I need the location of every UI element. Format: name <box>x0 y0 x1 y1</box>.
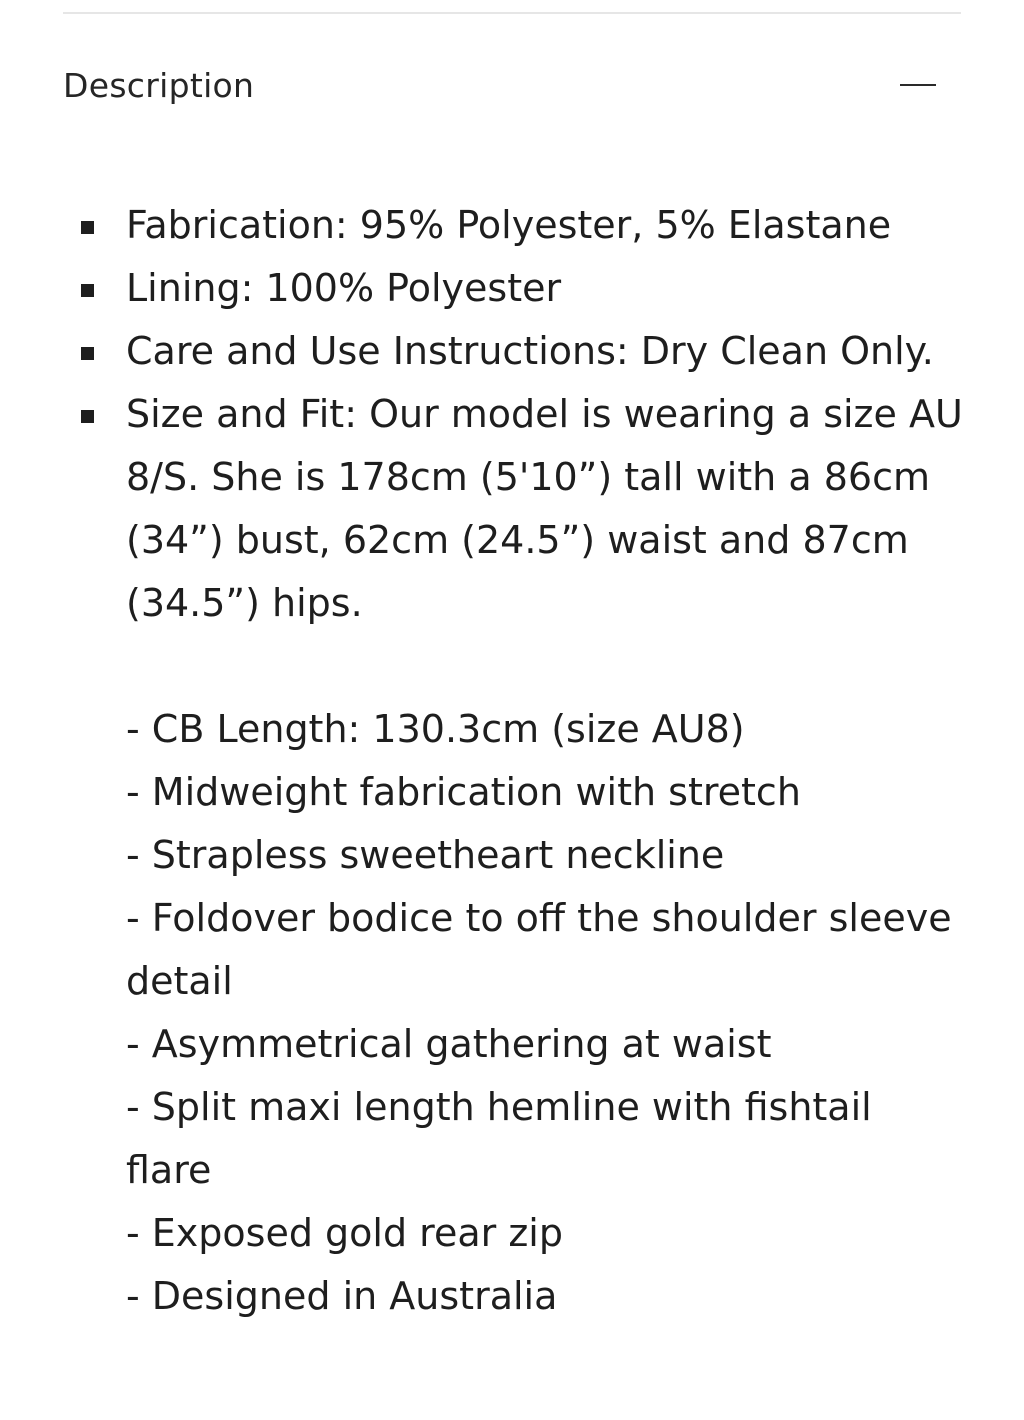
care-text: Care and Use Instructions: Dry Clean Only. <box>126 329 934 373</box>
feature-line: - CB Length: 130.3cm (size AU8) <box>126 707 745 751</box>
feature-line: - Asymmetrical gathering at waist <box>126 1022 772 1066</box>
feature-list <box>0 698 1024 1328</box>
top-divider <box>63 12 961 14</box>
feature-line: - Strapless sweetheart neckline <box>126 833 725 877</box>
size-fit-text: Size and Fit: Our model is wearing a size AU 8/S. She is 178cm (5'10”) tall with a 86cm (34”) bust, 62cm (24.5”) waist and 87cm (34.5”) hips. <box>126 392 963 625</box>
list-item <box>0 257 1024 320</box>
feature-line: - Designed in Australia <box>126 1274 558 1318</box>
list-item <box>0 383 1024 635</box>
square-bullet-icon <box>81 284 94 297</box>
square-bullet-icon <box>81 221 94 234</box>
feature-line: - Midweight fabrication with stretch <box>126 770 801 814</box>
square-bullet-icon <box>81 410 94 423</box>
square-bullet-icon <box>81 347 94 360</box>
list-item <box>0 194 1024 257</box>
lining-text: Lining: 100% Polyester <box>126 266 562 310</box>
feature-line: - Foldover bodice to off the shoulder sleeve detail <box>126 896 952 1003</box>
description-content <box>0 194 1024 1328</box>
feature-line: - Split maxi length hemline with fishtail flare <box>126 1085 872 1192</box>
feature-line: - Exposed gold rear zip <box>126 1211 563 1255</box>
spacer <box>0 635 1024 698</box>
minus-icon[interactable] <box>898 70 938 100</box>
spec-list <box>0 194 1024 635</box>
list-item <box>0 320 1024 383</box>
fabrication-text: Fabrication: 95% Polyester, 5% Elastane <box>126 203 892 247</box>
description-accordion-header[interactable] <box>63 56 961 114</box>
accordion-title: Description <box>63 65 255 105</box>
